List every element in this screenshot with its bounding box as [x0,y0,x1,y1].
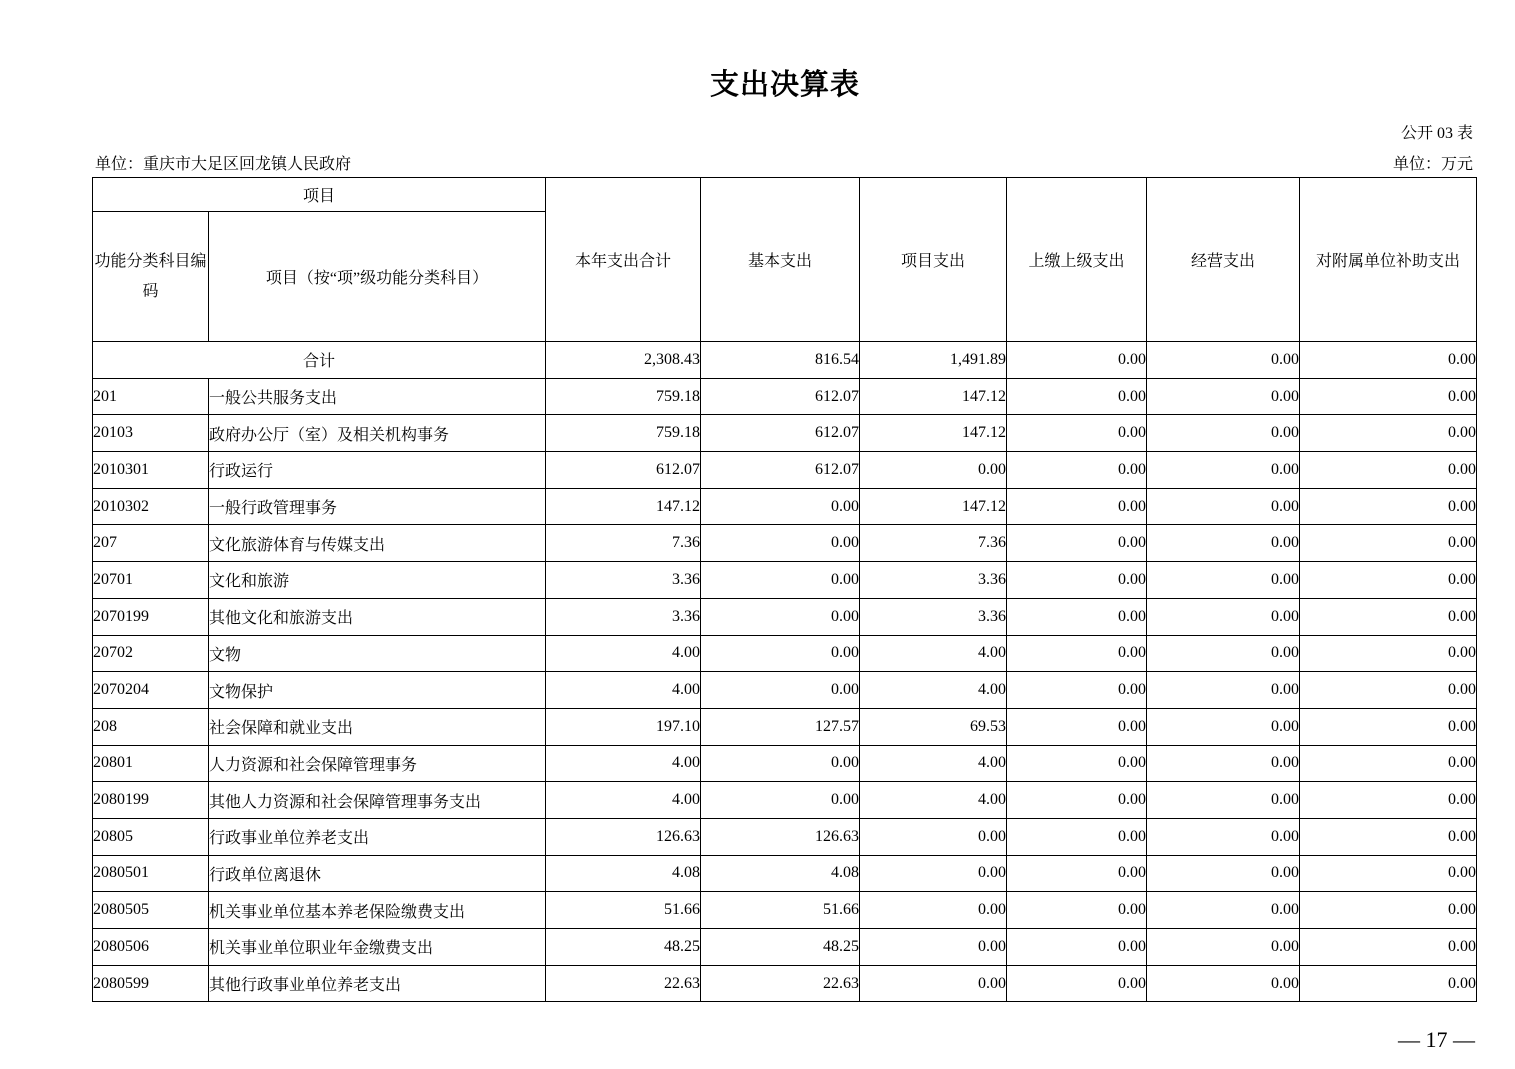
row-value: 0.00 [1147,782,1300,819]
row-name: 机关事业单位基本养老保险缴费支出 [209,892,546,929]
row-value: 0.00 [1007,855,1147,892]
row-value: 4.00 [860,745,1007,782]
row-value: 0.00 [701,598,860,635]
row-value: 0.00 [860,965,1007,1002]
row-code: 20805 [93,818,209,855]
table-row [93,525,1477,562]
row-code: 20103 [93,415,209,452]
row-value: 3.36 [860,562,1007,599]
row-code: 2010302 [93,488,209,525]
row-name: 行政事业单位养老支出 [209,818,546,855]
row-value: 0.00 [1007,525,1147,562]
row-value: 22.63 [546,965,701,1002]
row-code: 2080501 [93,855,209,892]
row-value: 3.36 [860,598,1007,635]
row-value: 0.00 [1147,855,1300,892]
row-value: 51.66 [546,892,701,929]
row-value: 0.00 [1300,378,1477,415]
row-value: 759.18 [546,378,701,415]
currency-unit: 单位：万元 [1392,156,1473,173]
row-value: 0.00 [1007,818,1147,855]
row-value: 612.07 [546,452,701,489]
row-value: 7.36 [860,525,1007,562]
row-value: 4.00 [546,745,701,782]
row-value: 0.00 [1300,488,1477,525]
row-code: 2010301 [93,452,209,489]
row-value: 0.00 [1147,672,1300,709]
row-code: 2080506 [93,929,209,966]
row-value: 0.00 [1007,708,1147,745]
total-value: 0.00 [1007,342,1147,379]
row-value: 4.08 [546,855,701,892]
reporting-unit: 单位：重庆市大足区回龙镇人民政府 [95,156,352,173]
row-value: 0.00 [1147,965,1300,1002]
table-row [93,965,1477,1002]
row-value: 0.00 [701,672,860,709]
row-value: 126.63 [546,818,701,855]
row-value: 0.00 [701,562,860,599]
row-value: 0.00 [1300,782,1477,819]
row-name: 一般行政管理事务 [209,488,546,525]
row-value: 0.00 [1007,598,1147,635]
row-value: 0.00 [1007,378,1147,415]
row-value: 147.12 [860,415,1007,452]
table-row [93,892,1477,929]
total-value: 0.00 [1300,342,1477,379]
row-code: 20701 [93,562,209,599]
row-value: 4.00 [860,672,1007,709]
row-name: 文化和旅游 [209,562,546,599]
row-name: 政府办公厅（室）及相关机构事务 [209,415,546,452]
row-name: 机关事业单位职业年金缴费支出 [209,929,546,966]
header-operating: 经营支出 [1147,178,1300,342]
row-value: 0.00 [1300,929,1477,966]
row-code: 2070204 [93,672,209,709]
row-value: 0.00 [1300,598,1477,635]
header-code: 功能分类科目编码 [93,212,209,342]
row-value: 0.00 [1147,525,1300,562]
row-value: 0.00 [701,488,860,525]
row-value: 0.00 [1300,562,1477,599]
row-value: 0.00 [1147,929,1300,966]
table-row [93,929,1477,966]
row-value: 0.00 [1007,452,1147,489]
table-row [93,562,1477,599]
row-value: 4.00 [860,635,1007,672]
row-value: 147.12 [860,488,1007,525]
row-value: 612.07 [701,452,860,489]
total-value: 1,491.89 [860,342,1007,379]
row-value: 0.00 [1007,562,1147,599]
total-label: 合计 [93,342,546,379]
row-value: 0.00 [1007,672,1147,709]
row-value: 4.00 [860,782,1007,819]
table-row [93,745,1477,782]
table-row [93,635,1477,672]
table-row [93,672,1477,709]
form-number: 公开 03 表 [1400,125,1473,142]
row-value: 7.36 [546,525,701,562]
row-value: 0.00 [1147,598,1300,635]
row-code: 2080599 [93,965,209,1002]
row-value: 0.00 [1007,929,1147,966]
row-value: 0.00 [701,635,860,672]
total-value: 0.00 [1147,342,1300,379]
row-value: 0.00 [860,818,1007,855]
row-value: 0.00 [701,525,860,562]
row-value: 0.00 [1147,635,1300,672]
row-name: 行政单位离退休 [209,855,546,892]
row-value: 0.00 [860,892,1007,929]
row-value: 759.18 [546,415,701,452]
row-value: 0.00 [1300,635,1477,672]
row-name: 人力资源和社会保障管理事务 [209,745,546,782]
row-value: 0.00 [1007,635,1147,672]
table-row [93,855,1477,892]
row-value: 0.00 [860,929,1007,966]
row-value: 0.00 [1007,892,1147,929]
header-project-expense: 项目支出 [860,178,1007,342]
expenditure-table [92,177,1477,1002]
row-value: 0.00 [1300,672,1477,709]
row-value: 51.66 [701,892,860,929]
row-value: 22.63 [701,965,860,1002]
table-row [93,452,1477,489]
row-code: 201 [93,378,209,415]
row-code: 2080199 [93,782,209,819]
table-row [93,415,1477,452]
header-name: 项目（按“项”级功能分类科目） [209,212,546,342]
row-value: 0.00 [1147,378,1300,415]
page-number: — 17 — [1398,1027,1475,1052]
row-value: 0.00 [1300,818,1477,855]
row-value: 4.00 [546,782,701,819]
row-value: 0.00 [701,745,860,782]
table-row [93,818,1477,855]
row-value: 0.00 [1300,745,1477,782]
row-value: 0.00 [1300,452,1477,489]
row-value: 0.00 [1300,415,1477,452]
row-value: 0.00 [1147,488,1300,525]
row-code: 20801 [93,745,209,782]
row-value: 0.00 [701,782,860,819]
row-value: 0.00 [1147,415,1300,452]
row-name: 其他人力资源和社会保障管理事务支出 [209,782,546,819]
row-value: 0.00 [1147,452,1300,489]
table-row [93,488,1477,525]
row-value: 0.00 [1300,892,1477,929]
header-total: 本年支出合计 [546,178,701,342]
row-value: 0.00 [1007,745,1147,782]
row-value: 69.53 [860,708,1007,745]
table-row [93,782,1477,819]
row-value: 147.12 [546,488,701,525]
row-value: 0.00 [1007,965,1147,1002]
total-row [93,342,1477,379]
row-value: 0.00 [1300,965,1477,1002]
row-value: 612.07 [701,378,860,415]
row-name: 一般公共服务支出 [209,378,546,415]
row-value: 0.00 [1147,892,1300,929]
row-value: 48.25 [546,929,701,966]
row-value: 3.36 [546,562,701,599]
row-value: 0.00 [1147,745,1300,782]
total-value: 2,308.43 [546,342,701,379]
row-code: 207 [93,525,209,562]
row-code: 2070199 [93,598,209,635]
row-value: 127.57 [701,708,860,745]
row-name: 其他文化和旅游支出 [209,598,546,635]
row-value: 4.00 [546,635,701,672]
row-code: 208 [93,708,209,745]
row-code: 2080505 [93,892,209,929]
row-name: 其他行政事业单位养老支出 [209,965,546,1002]
row-value: 0.00 [1147,708,1300,745]
row-value: 0.00 [1007,415,1147,452]
header-subsidy: 对附属单位补助支出 [1300,178,1477,342]
header-basic: 基本支出 [701,178,860,342]
table-row [93,378,1477,415]
row-code: 20702 [93,635,209,672]
row-name: 文物 [209,635,546,672]
row-value: 48.25 [701,929,860,966]
table-row [93,708,1477,745]
row-value: 4.08 [701,855,860,892]
row-value: 197.10 [546,708,701,745]
row-value: 0.00 [1147,818,1300,855]
row-value: 0.00 [1007,782,1147,819]
row-value: 0.00 [1147,562,1300,599]
row-value: 0.00 [860,452,1007,489]
header-upper: 上缴上级支出 [1007,178,1147,342]
row-name: 文物保护 [209,672,546,709]
table-row [93,598,1477,635]
row-value: 0.00 [860,855,1007,892]
row-name: 文化旅游体育与传媒支出 [209,525,546,562]
row-value: 0.00 [1300,855,1477,892]
total-value: 816.54 [701,342,860,379]
page-title: 支出决算表 [709,69,860,101]
row-value: 0.00 [1007,488,1147,525]
row-value: 0.00 [1300,708,1477,745]
row-value: 4.00 [546,672,701,709]
row-value: 0.00 [1300,525,1477,562]
row-value: 126.63 [701,818,860,855]
row-name: 社会保障和就业支出 [209,708,546,745]
row-value: 612.07 [701,415,860,452]
header-project: 项目 [93,178,546,212]
row-value: 3.36 [546,598,701,635]
row-name: 行政运行 [209,452,546,489]
row-value: 147.12 [860,378,1007,415]
